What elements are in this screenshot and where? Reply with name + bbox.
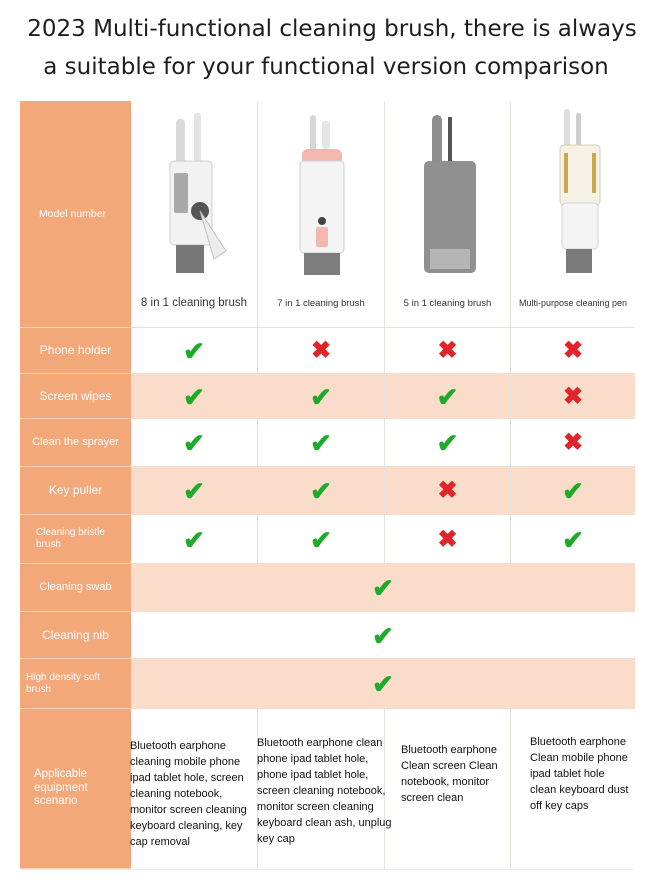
cross-icon: ✖ <box>437 525 458 553</box>
scenario-text-7in1: Bluetooth earphone clean phone ipad tablet hole, phone ipad tablet hole, screen cleaning notebook, monitor screen cleaning keyboard clean ash, unplug key cap <box>257 737 392 845</box>
check-icon: ✔ <box>436 428 459 458</box>
check-icon: ✔ <box>183 428 205 458</box>
label-cleaning-nib: Cleaning nib <box>20 612 131 659</box>
check-icon: ✔ <box>310 524 332 555</box>
product-8in1-image <box>160 111 240 281</box>
check-icon: ✔ <box>310 428 332 458</box>
label-clean-sprayer: Clean the sprayer <box>20 419 131 467</box>
product-pen-image <box>552 109 612 279</box>
cross-icon: ✖ <box>562 382 584 410</box>
check-icon: ✔ <box>562 476 584 506</box>
check-icon: ✔ <box>183 336 205 366</box>
label-bristle-brush: Cleaning bristle brush <box>20 515 131 564</box>
product-name-8in1: 8 in 1 cleaning brush <box>140 297 248 309</box>
page-title-line-2: a suitable for your functional version comparison <box>43 54 609 80</box>
label-phone-holder: Phone holder <box>20 328 131 374</box>
check-icon: ✔ <box>183 476 205 506</box>
check-icon: ✔ <box>372 620 394 651</box>
cross-icon: ✖ <box>562 337 584 364</box>
check-icon: ✔ <box>310 476 332 506</box>
check-icon: ✔ <box>183 524 205 555</box>
check-icon: ✔ <box>436 381 459 412</box>
scenario-text-8in1: Bluetooth earphone cleaning mobile phone ipad tablet hole, screen cleaning notebook, monitor screen cleaning keyboard cleaning, key cap removal <box>130 740 247 848</box>
check-icon: ✔ <box>310 381 332 412</box>
check-icon: ✔ <box>372 669 394 699</box>
cross-icon: ✖ <box>437 477 458 504</box>
check-icon: ✔ <box>183 381 205 412</box>
product-name-7in1: 7 in 1 cleaning brush <box>277 298 365 309</box>
label-screen-wipes: Screen wipes <box>20 374 131 419</box>
product-name-5in1: 5 in 1 cleaning brush <box>403 298 492 309</box>
scenario-text-5in1: Bluetooth earphone Clean screen Clean notebook, monitor screen clean <box>401 744 498 804</box>
model-number-label: Model number <box>20 101 131 328</box>
cross-icon: ✖ <box>310 337 332 364</box>
label-soft-brush: High density soft brush <box>20 659 131 709</box>
product-name-pen: Multi-purpose cleaning pen <box>518 298 628 308</box>
label-cleaning-swab: Cleaning swab <box>20 564 131 612</box>
comparison-table <box>20 101 635 870</box>
col-divider <box>510 709 511 869</box>
product-7in1-image <box>288 111 358 281</box>
check-icon: ✔ <box>562 524 584 555</box>
scenario-text-pen: Bluetooth earphone Clean mobile phone ipad tablet hole clean keyboard dust off key caps <box>530 736 629 812</box>
cross-icon: ✖ <box>437 337 458 364</box>
page-title-line-1: 2023 Multi-functional cleaning brush, there is always <box>27 16 637 42</box>
label-scenario: Applicable equipment scenario <box>20 709 131 869</box>
label-key-puller: Key puller <box>20 467 131 515</box>
cross-icon: ✖ <box>562 429 584 456</box>
product-5in1-image <box>416 111 486 281</box>
check-icon: ✔ <box>372 573 394 603</box>
